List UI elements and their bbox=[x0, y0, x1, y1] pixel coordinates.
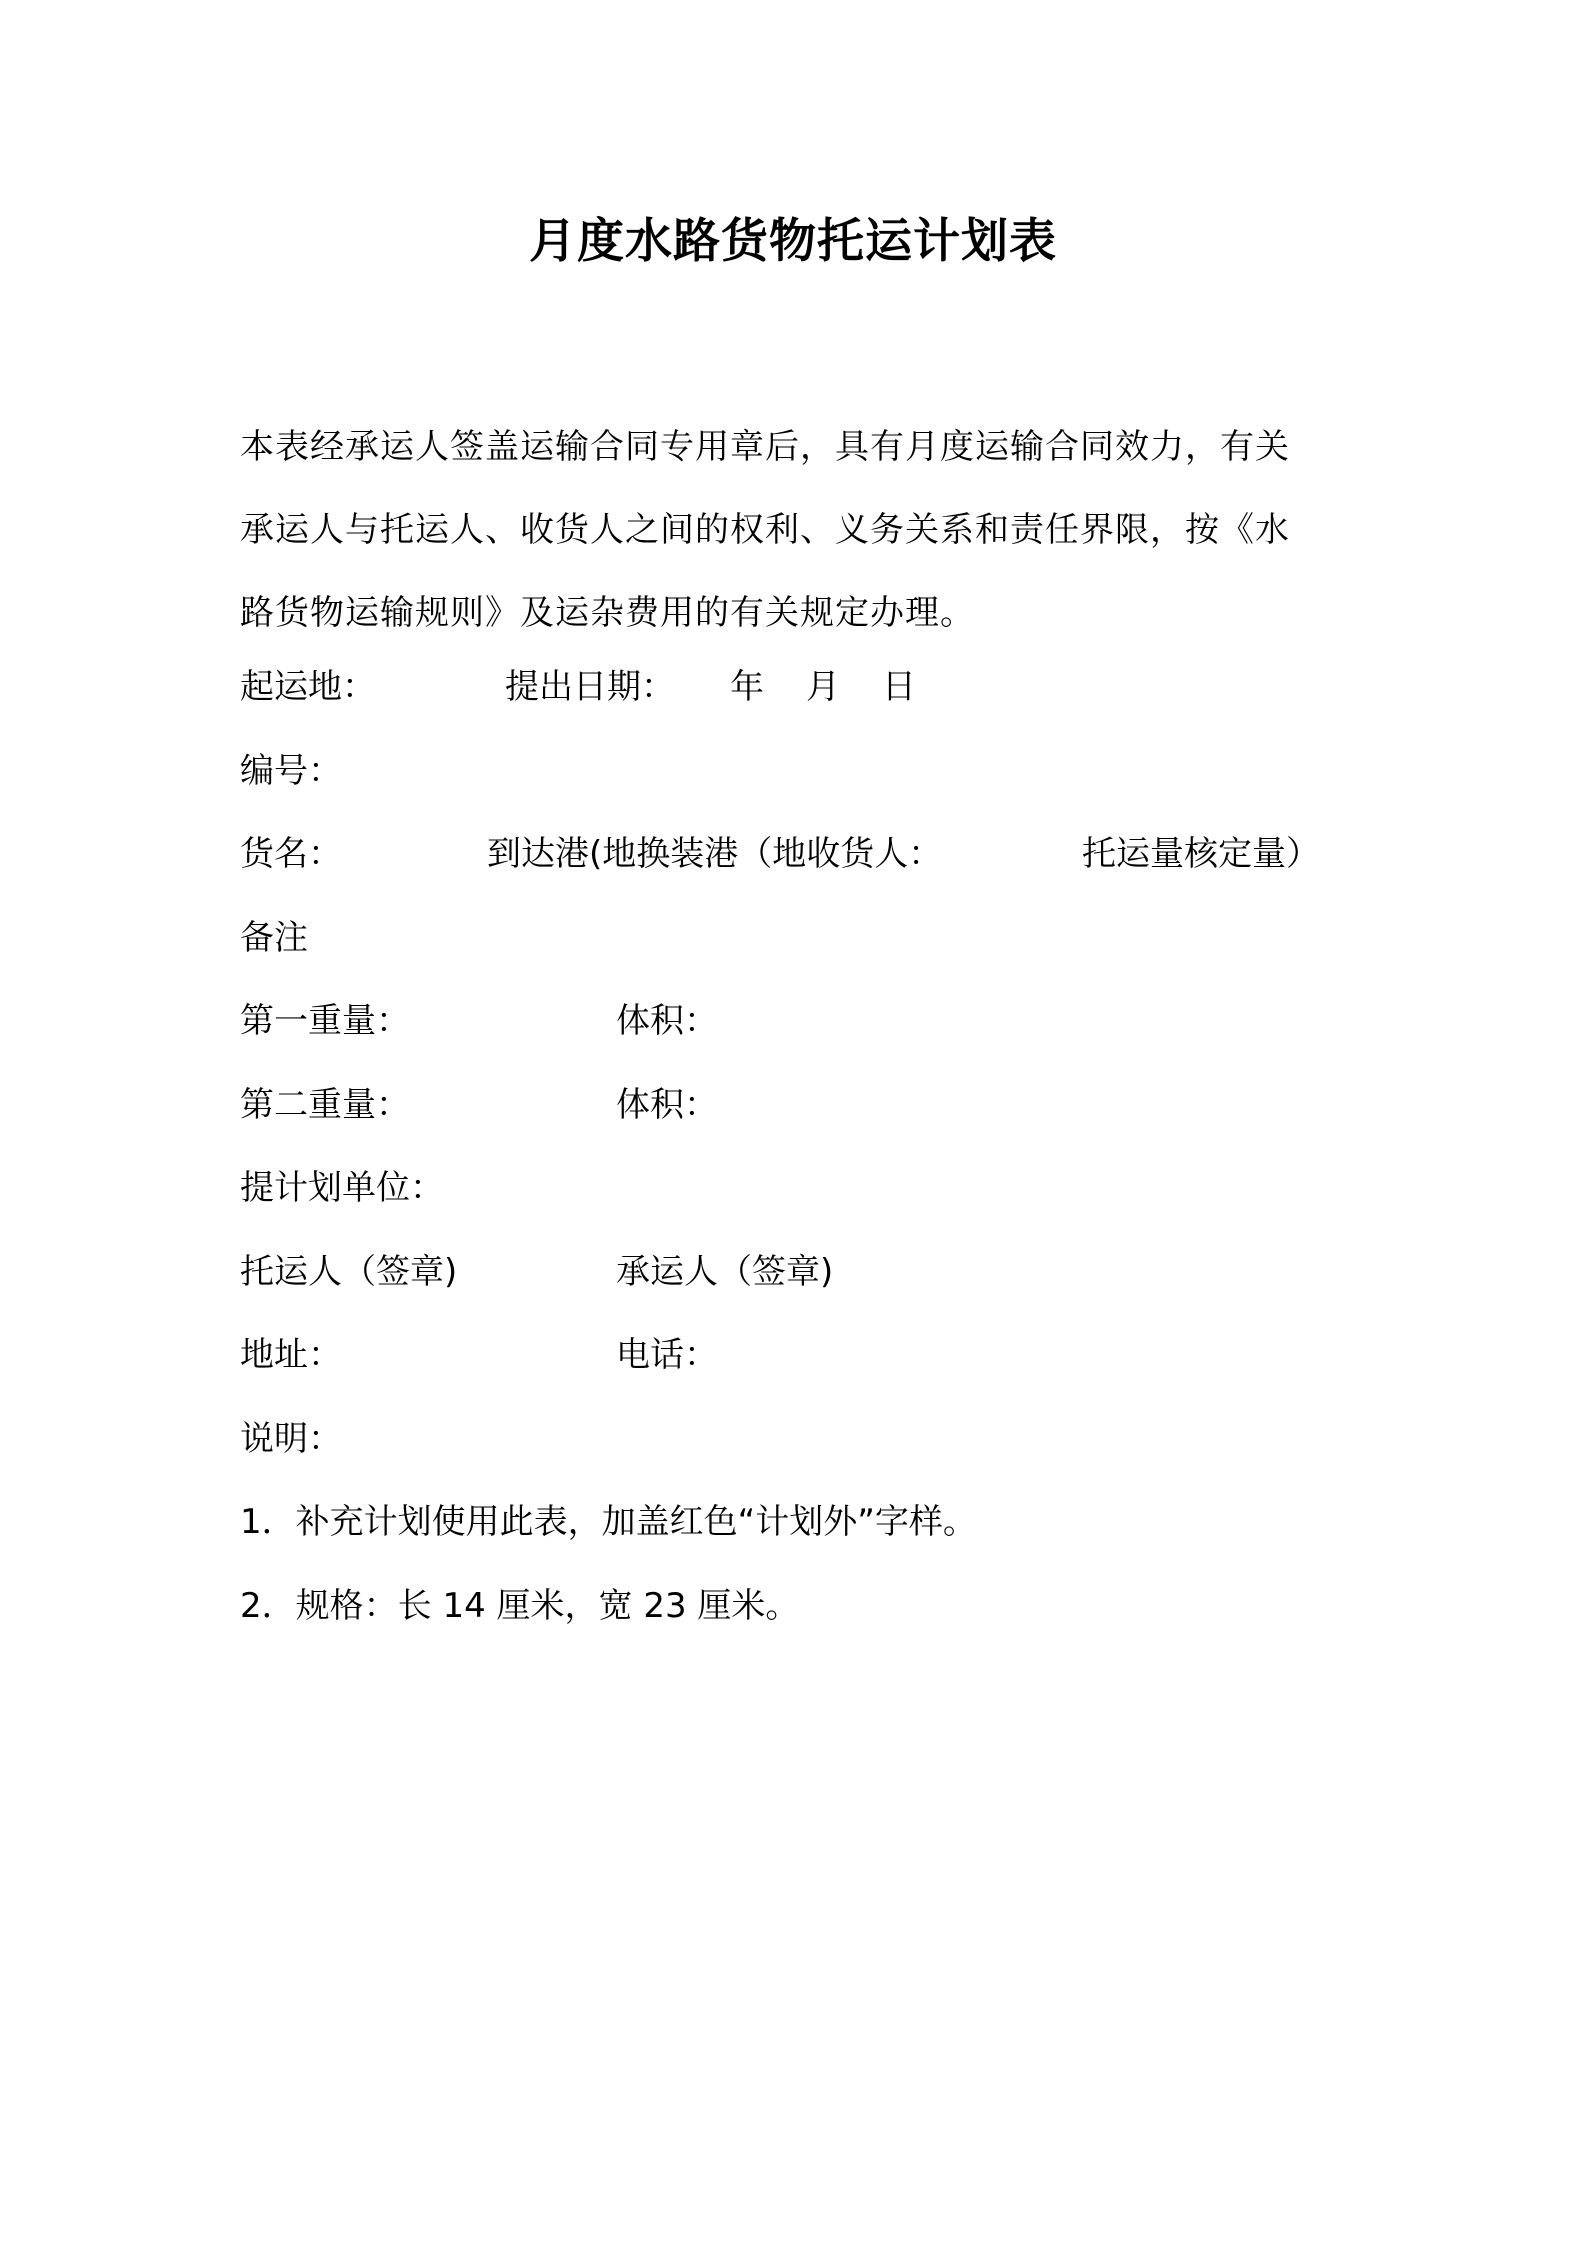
volume-2-label: 体积： bbox=[616, 1085, 718, 1125]
shipper-seal-label: 托运人（签章) bbox=[240, 1252, 458, 1292]
note-item: 2．规格：长 14 厘米，宽 23 厘米。 bbox=[240, 1586, 800, 1626]
goods-name-label: 货名： bbox=[240, 834, 342, 874]
intro-paragraph bbox=[240, 406, 1355, 655]
year-label: 年 bbox=[730, 667, 764, 707]
remarks-label: 备注 bbox=[240, 918, 308, 958]
intro-line: 路货物运输规则》及运杂费用的有关规定办理。 bbox=[240, 593, 975, 633]
intro-line: 承运人与托运人、收货人之间的权利、义务关系和责任界限，按《水 bbox=[240, 510, 1290, 550]
address-label: 地址： bbox=[240, 1335, 342, 1375]
day-label: 日 bbox=[882, 667, 916, 707]
volume-1-label: 体积： bbox=[616, 1001, 718, 1041]
intro-line: 本表经承运人签盖运输合同专用章后，具有月度运输合同效力，有关 bbox=[240, 427, 1290, 467]
note-item: 1．补充计划使用此表，加盖红色“计划外”字样。 bbox=[240, 1502, 977, 1542]
weight-1-label: 第一重量： bbox=[240, 1001, 410, 1041]
carrier-seal-label: 承运人（签章) bbox=[616, 1252, 834, 1292]
weight-2-label: 第二重量： bbox=[240, 1085, 410, 1125]
plan-unit-label: 提计划单位： bbox=[240, 1168, 444, 1208]
number-label: 编号： bbox=[240, 751, 342, 791]
phone-label: 电话： bbox=[616, 1335, 718, 1375]
origin-label: 起运地： bbox=[240, 667, 376, 707]
document-title: 月度水路货物托运计划表 bbox=[529, 214, 1057, 269]
submit-date-label: 提出日期： bbox=[505, 667, 675, 707]
approved-qty-label: 托运量核定量） bbox=[1082, 834, 1320, 874]
notes-heading: 说明： bbox=[240, 1419, 342, 1459]
arrival-port-label: 到达港(地换装港（地收货人： bbox=[487, 834, 943, 874]
month-label: 月 bbox=[806, 667, 840, 707]
